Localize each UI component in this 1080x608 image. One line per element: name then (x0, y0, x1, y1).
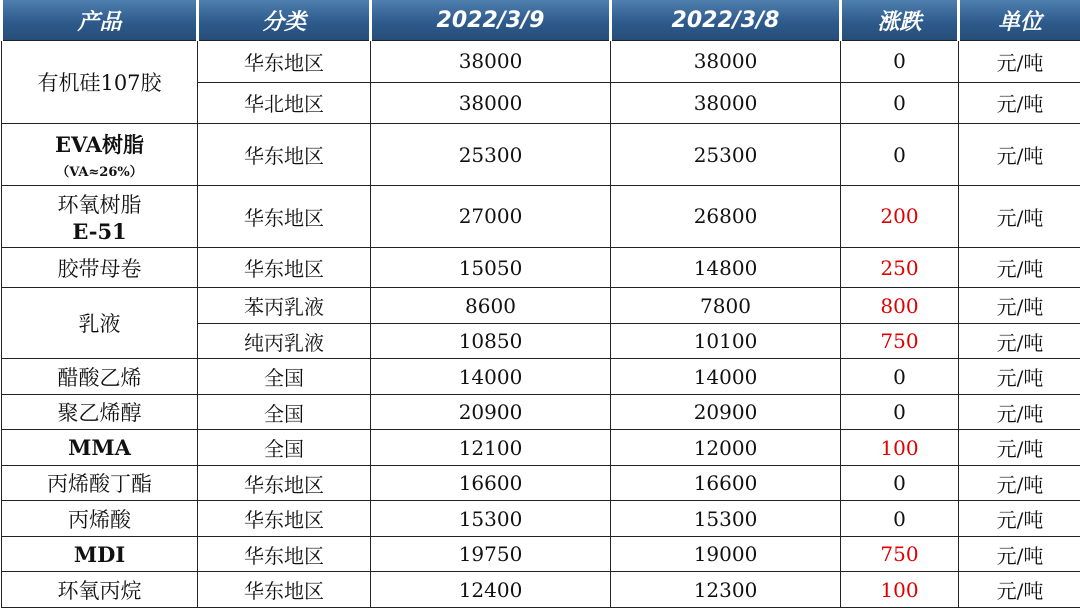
product-cell: 丙烯酸丁酯 (2, 465, 198, 501)
product-subtitle: E-51 (72, 218, 127, 244)
change-cell: 0 (841, 82, 959, 124)
price-cell: 16600 (371, 465, 611, 501)
table-row (2, 430, 1080, 466)
price-cell: 15300 (371, 501, 611, 537)
category-cell: 华东地区 (198, 186, 371, 248)
category-cell: 全国 (198, 394, 371, 430)
unit-cell: 元/吨 (959, 82, 1080, 124)
product-cell: 胶带母卷 (2, 247, 198, 288)
unit-cell: 元/吨 (959, 501, 1080, 537)
price-cell: 14000 (611, 359, 841, 395)
change-cell: 100 (841, 430, 959, 466)
header-product: 产品 (2, 0, 198, 41)
header-date-1: 2022/3/9 (371, 0, 611, 41)
category-cell: 全国 (198, 430, 371, 466)
unit-cell: 元/吨 (959, 124, 1080, 186)
unit-cell: 元/吨 (959, 288, 1080, 324)
product-cell: 乳液 (2, 288, 198, 359)
price-cell: 7800 (611, 288, 841, 324)
change-cell: 0 (841, 394, 959, 430)
header-row (2, 0, 1080, 41)
change-cell: 800 (841, 288, 959, 324)
table-row (2, 465, 1080, 501)
price-cell: 27000 (371, 186, 611, 248)
product-cell: MDI (2, 536, 198, 572)
price-cell: 38000 (611, 41, 841, 83)
price-cell: 16600 (611, 465, 841, 501)
category-cell: 华东地区 (198, 247, 371, 288)
change-cell: 750 (841, 323, 959, 359)
unit-cell: 元/吨 (959, 41, 1080, 83)
category-cell: 华东地区 (198, 536, 371, 572)
price-cell: 10850 (371, 323, 611, 359)
price-cell: 38000 (371, 82, 611, 124)
table-row (2, 124, 1080, 186)
price-cell: 12000 (611, 430, 841, 466)
category-cell: 华北地区 (198, 82, 371, 124)
unit-cell: 元/吨 (959, 465, 1080, 501)
price-cell: 25300 (611, 124, 841, 186)
change-cell: 750 (841, 536, 959, 572)
product-cell (2, 186, 198, 248)
product-cell: MMA (2, 430, 198, 466)
unit-cell: 元/吨 (959, 323, 1080, 359)
unit-cell: 元/吨 (959, 359, 1080, 395)
price-cell: 8600 (371, 288, 611, 324)
table-row (2, 186, 1080, 248)
category-cell: 华东地区 (198, 572, 371, 608)
price-cell: 12400 (371, 572, 611, 608)
unit-cell: 元/吨 (959, 247, 1080, 288)
category-cell: 华东地区 (198, 41, 371, 83)
unit-cell: 元/吨 (959, 186, 1080, 248)
price-cell: 19000 (611, 536, 841, 572)
change-cell: 100 (841, 572, 959, 608)
table-row (2, 41, 1080, 83)
change-cell: 0 (841, 41, 959, 83)
price-cell: 14800 (611, 247, 841, 288)
product-subtitle: （VA≈26%） (56, 165, 143, 181)
unit-cell: 元/吨 (959, 430, 1080, 466)
change-cell: 200 (841, 186, 959, 248)
category-cell: 苯丙乳液 (198, 288, 371, 324)
price-cell: 25300 (371, 124, 611, 186)
change-cell: 0 (841, 501, 959, 537)
price-cell: 26800 (611, 186, 841, 248)
product-cell: 环氧丙烷 (2, 572, 198, 608)
price-cell: 38000 (371, 41, 611, 83)
table-row (2, 359, 1080, 395)
table-row (2, 394, 1080, 430)
table-row (2, 501, 1080, 537)
price-cell: 12100 (371, 430, 611, 466)
category-cell: 华东地区 (198, 124, 371, 186)
unit-cell: 元/吨 (959, 394, 1080, 430)
product-name: 环氧树脂 (57, 192, 142, 217)
price-cell: 20900 (371, 394, 611, 430)
product-cell (2, 124, 198, 186)
table-row (2, 536, 1080, 572)
category-cell: 华东地区 (198, 501, 371, 537)
category-cell: 华东地区 (198, 465, 371, 501)
price-cell: 19750 (371, 536, 611, 572)
header-unit: 单位 (959, 0, 1080, 41)
change-cell: 0 (841, 124, 959, 186)
header-date-2: 2022/3/8 (611, 0, 841, 41)
product-cell: 醋酸乙烯 (2, 359, 198, 395)
product-cell: 聚乙烯醇 (2, 394, 198, 430)
category-cell: 全国 (198, 359, 371, 395)
price-cell: 12300 (611, 572, 841, 608)
table-row (2, 247, 1080, 288)
product-cell: 有机硅107胶 (2, 41, 198, 124)
header-category: 分类 (198, 0, 371, 41)
table-row (2, 288, 1080, 324)
change-cell: 250 (841, 247, 959, 288)
change-cell: 0 (841, 359, 959, 395)
header-change: 涨跌 (841, 0, 959, 41)
price-cell: 15300 (611, 501, 841, 537)
product-name: EVA树脂 (55, 132, 144, 158)
price-cell: 15050 (371, 247, 611, 288)
table-row (2, 572, 1080, 608)
price-cell: 10100 (611, 323, 841, 359)
price-cell: 38000 (611, 82, 841, 124)
unit-cell: 元/吨 (959, 536, 1080, 572)
product-cell: 丙烯酸 (2, 501, 198, 537)
price-cell: 20900 (611, 394, 841, 430)
category-cell: 纯丙乳液 (198, 323, 371, 359)
price-cell: 14000 (371, 359, 611, 395)
change-cell: 0 (841, 465, 959, 501)
unit-cell: 元/吨 (959, 572, 1080, 608)
